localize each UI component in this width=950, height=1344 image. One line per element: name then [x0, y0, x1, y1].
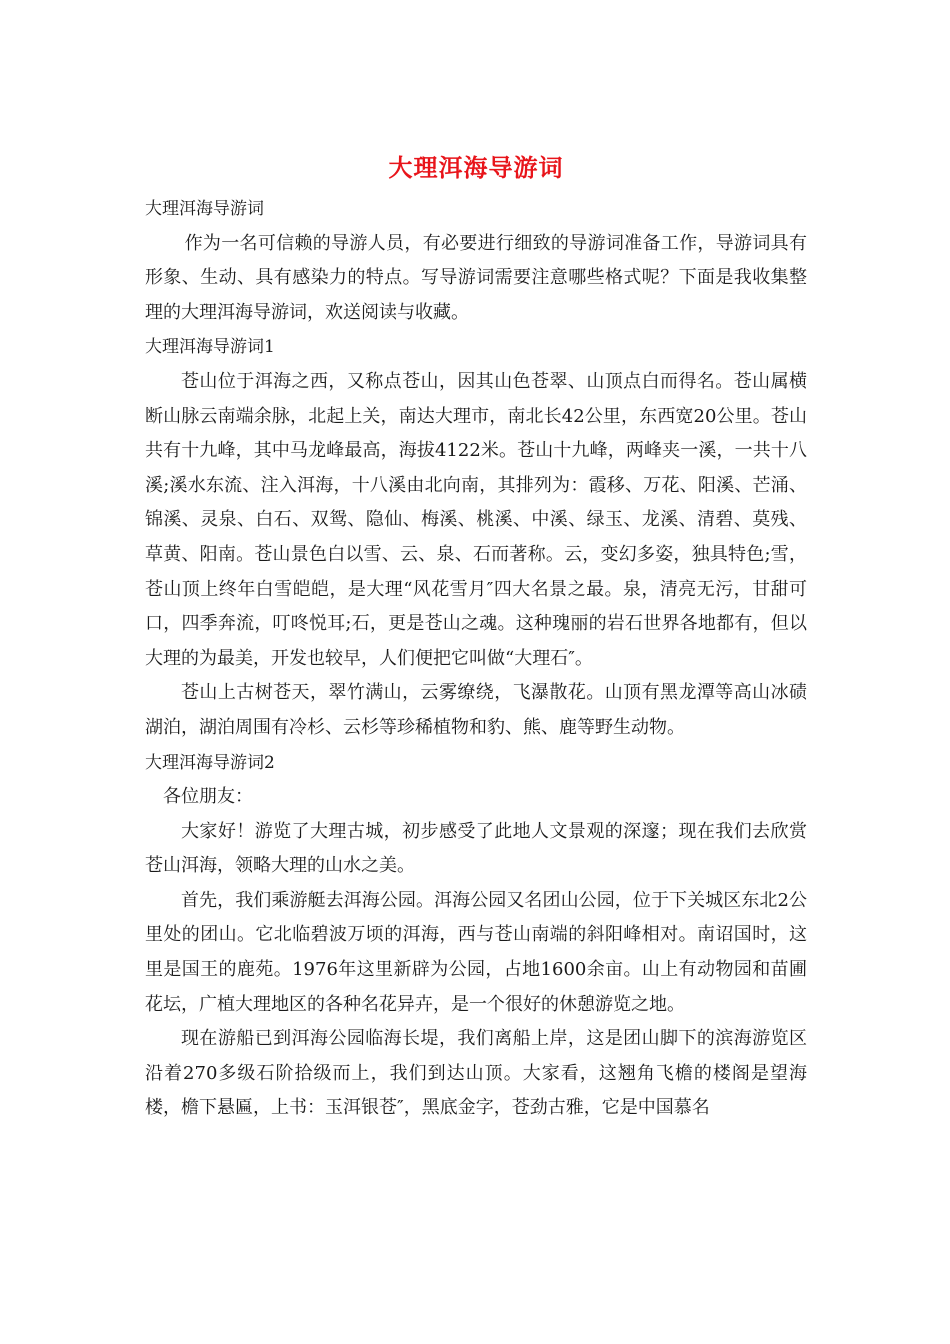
intro-paragraph: 作为一名可信赖的导游人员，有必要进行细致的导游词准备工作，导游词具有形象、生动、具有感染力的特点。写导游词需要注意哪些格式呢？下面是我收集整理的大理洱海导游词，欢送阅读与收藏。 [145, 232, 807, 323]
section-2-paragraph: 大家好！游览了大理古城，初步感受了此地人文景观的深邃；现在我们去欣赏苍山洱海，领略大理的山水之美。 [145, 820, 807, 877]
greeting-line: 各位朋友： [163, 786, 253, 808]
section-1-paragraph: 苍山位于洱海之西，又称点苍山，因其山色苍翠、山顶点白而得名。苍山属横断山脉云南端余脉，北起上关，南达大理市，南北长42公里，东西宽20公里。苍山共有十九峰，其中马龙峰最高，海拔4122米。苍山十九峰，两峰夹一溪，一共十八溪;溪水东流、注入洱海，十八溪由北向南，其排列为：霞移、万花、阳溪、芒涌、锦溪、灵泉、白石、双鸳、隐仙、梅溪、桃溪、中溪、绿玉、龙溪、清碧、莫残、草黄、阳南。苍山景色白以雪、云、泉、石而著称。云，变幻多姿，独具特色;雪，苍山顶上终年白雪皑皑，是大理“风花雪月″四大名景之最。泉，清亮无污，甘甜可口，四季奔流，叮咚悦耳;石，更是苍山之魂。这种瑰丽的岩石世界各地都有，但以大理的为最美，开发也较早，人们便把它叫做“大理石″。 [145, 370, 807, 669]
document-subtitle: 大理洱海导游词 [145, 199, 264, 219]
section-2-heading: 大理洱海导游词2 [145, 752, 275, 773]
section-2-paragraph: 现在游船已到洱海公园临海长堤，我们离船上岸，这是团山脚下的滨海游览区沿着270多级石阶拾级而上，我们到达山顶。大家看，这翘角飞檐的楼阁是望海楼，檐下悬匾，上书：玉洱银苍″，黑底金字，苍劲古雅，它是中国慕名 [145, 1028, 807, 1119]
section-1-heading: 大理洱海导游词1 [145, 337, 275, 358]
document-title: 大理洱海导游词 [388, 153, 564, 182]
document-page [145, 150, 807, 1126]
section-1-paragraph: 苍山上古树苍天，翠竹满山，云雾缭绕，飞瀑散花。山顶有黑龙潭等高山冰碛湖泊，湖泊周围有冷杉、云杉等珍稀植物和豹、熊、鹿等野生动物。 [145, 682, 807, 738]
section-2-paragraph: 首先，我们乘游艇去洱海公园。洱海公园又名团山公园，位于下关城区东北2公里处的团山。它北临碧波万顷的洱海，西与苍山南端的斜阳峰相对。南诏国时，这里是国王的鹿苑。1976年这里新辟为公园，占地1600余亩。山上有动物园和苗圃花坛，广植大理地区的各种名花异卉，是一个很好的休憩游览之地。 [145, 889, 807, 1015]
